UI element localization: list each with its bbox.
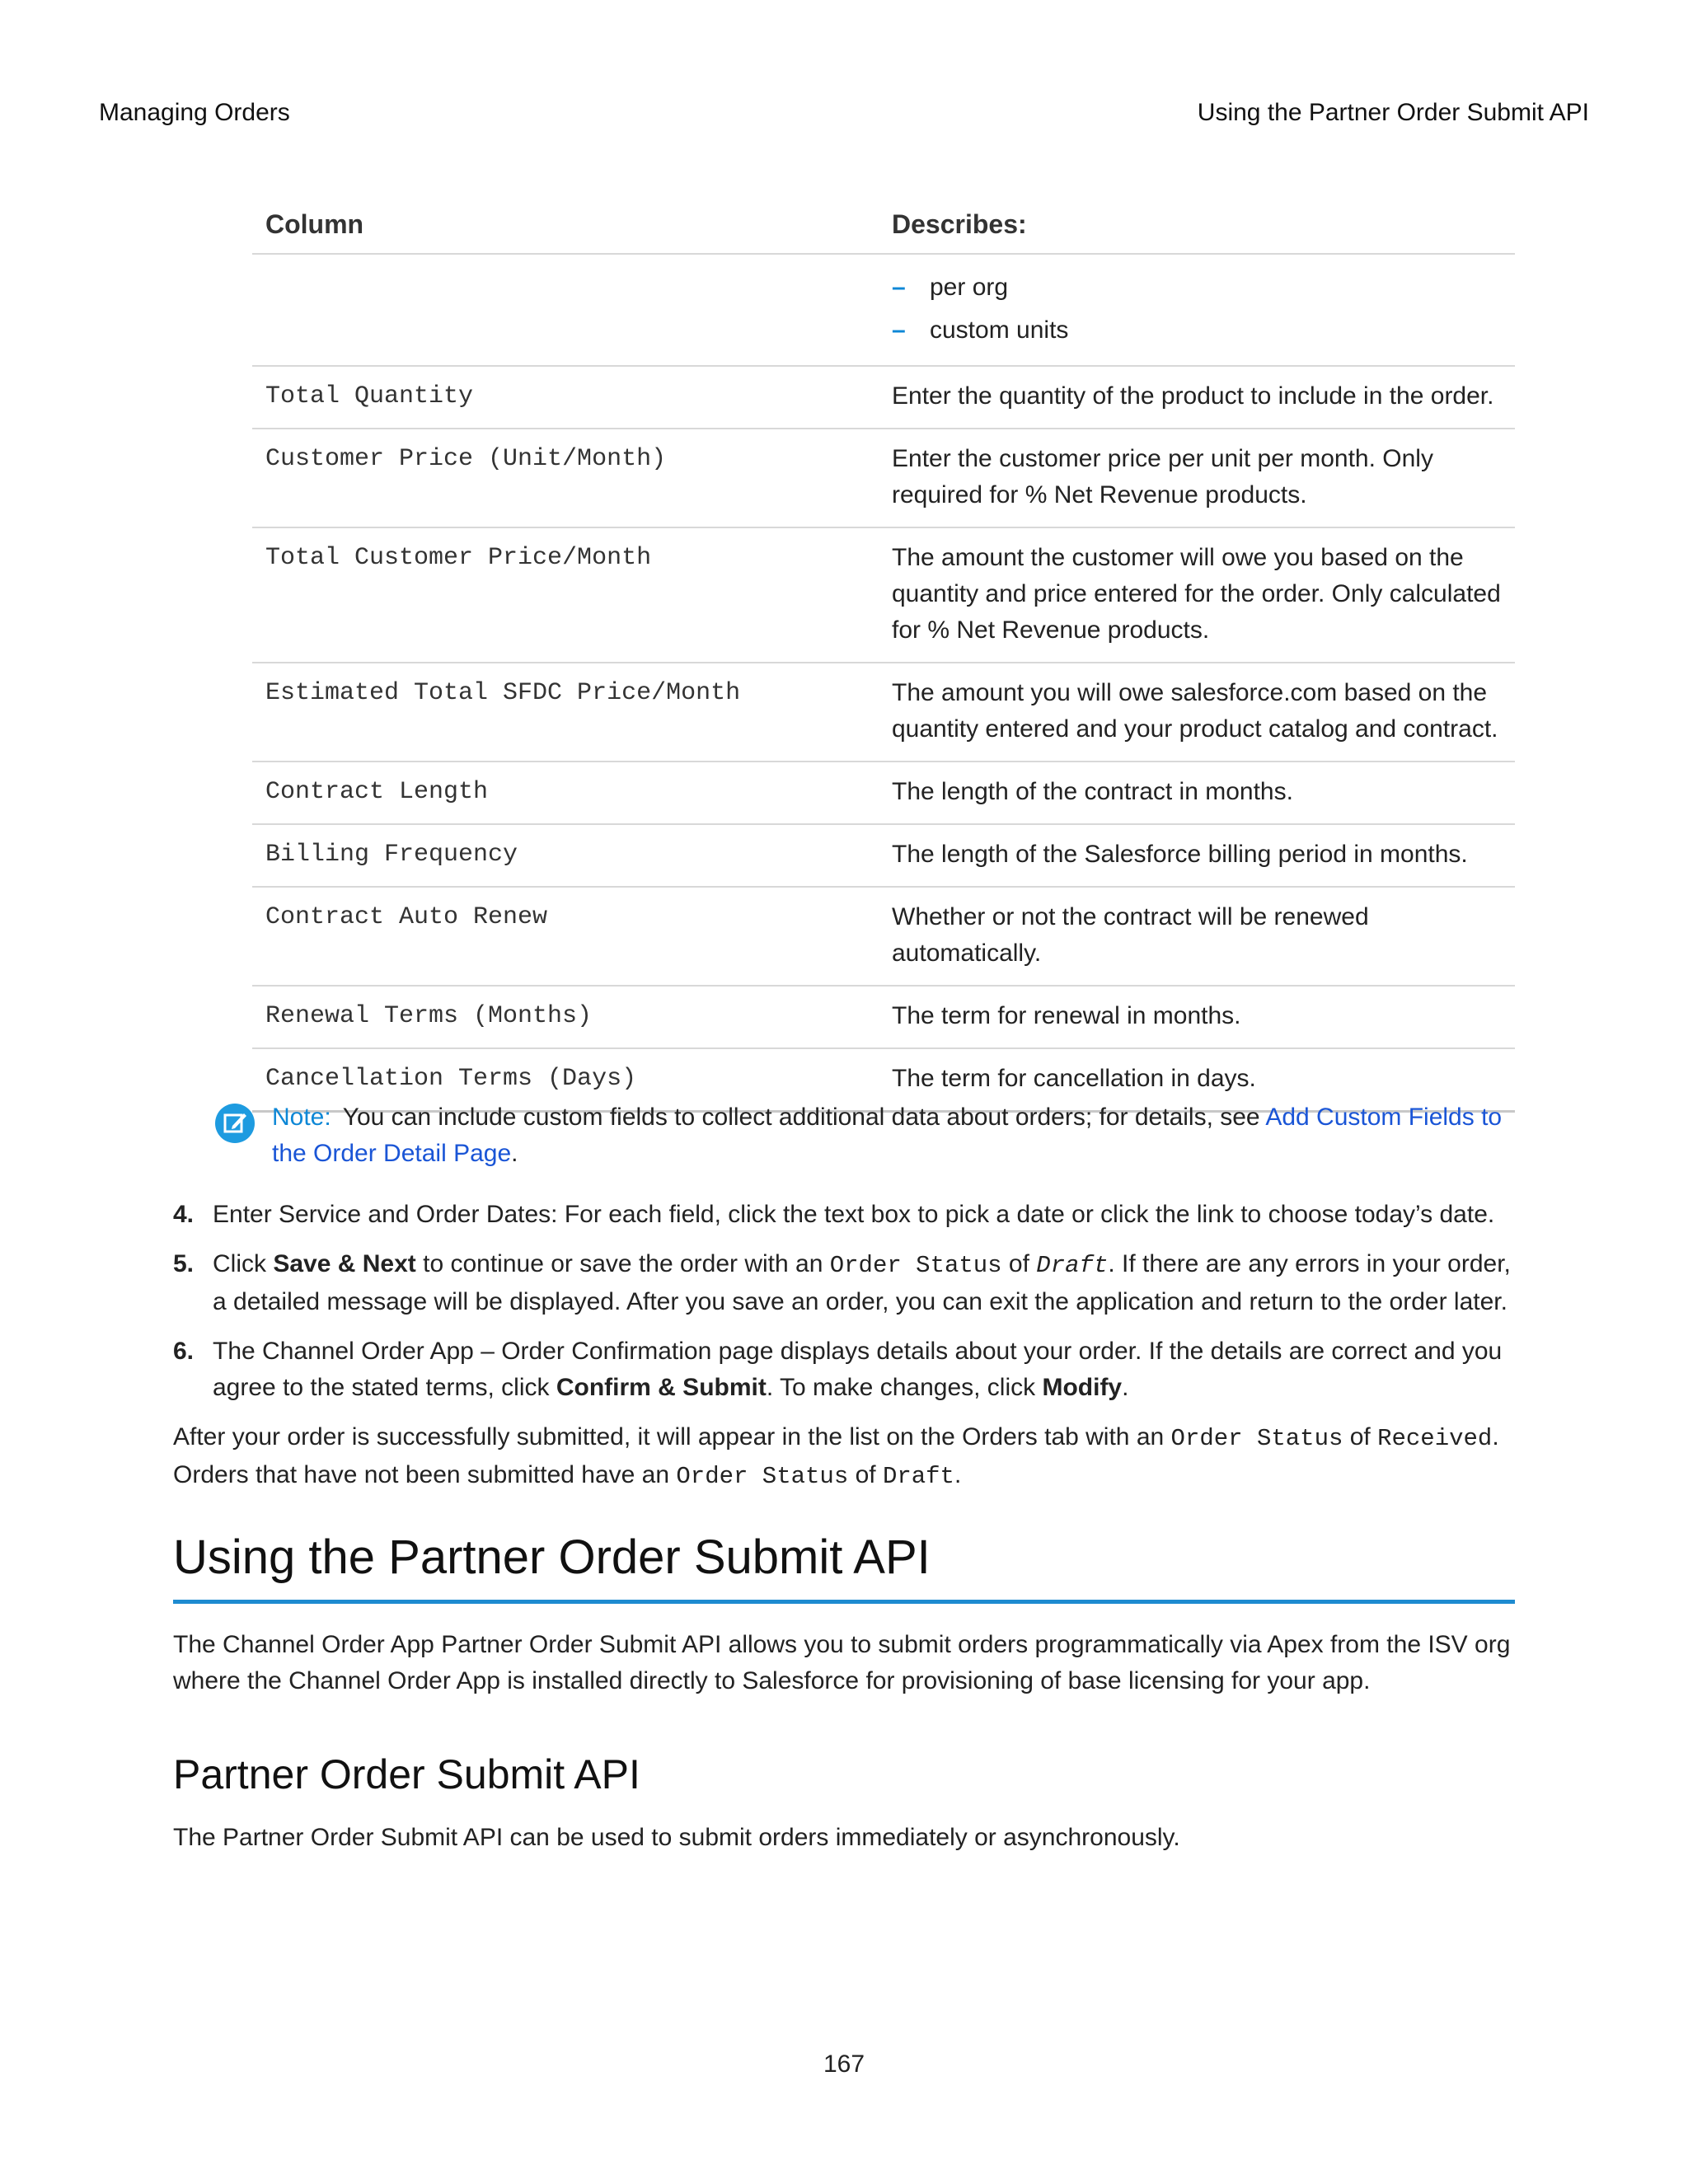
describes-header: Describes: [879,198,1515,254]
column-name: Estimated Total SFDC Price/Month [252,663,879,762]
column-name: Total Quantity [252,366,879,429]
column-description: The term for cancellation in days. [879,1048,1515,1112]
after-submit-paragraph: After your order is successfully submitted, it will appear in the list on the Orders tab with an Order Status of Received. Orders that have not been submitted have an Order Status of Draft. [173,1423,1499,1490]
steps-list [173,1197,1517,1495]
column-name: Renewal Terms (Months) [252,986,879,1048]
column-header: Column [252,198,879,254]
subsection-heading: Partner Order Submit API [173,1751,640,1797]
table-row [252,986,1515,1048]
table-row [252,254,1515,366]
column-name: Cancellation Terms (Days) [252,1048,879,1112]
table-row [252,527,1515,663]
section-heading: Using the Partner Order Submit API [173,1530,1515,1604]
step-item: 6. The Channel Order App – Order Confirmation page displays details about your order. If the details are correct and you agree to the stated terms, click Confirm & Submit. To make changes, click Modify. [173,1333,1517,1406]
table-row [252,663,1515,762]
confirm-submit-label: Confirm & Submit [556,1374,767,1401]
step-item: 5. Click Save & Next to continue or save the order with an Order Status of Draft. If there are any errors in your order, a detailed message will be displayed. After you save an order, you can exit the application and return to the order later. [173,1246,1517,1320]
step-text: Enter Service and Order Dates: For each field, click the text box to pick a date or click the link to choose today’s date. [213,1201,1495,1228]
column-description: Enter the customer price per unit per month. Only required for % Net Revenue products. [879,429,1515,527]
dash-bullet: – [892,274,906,301]
save-next-label: Save & Next [273,1250,416,1277]
columns-table [252,198,1515,1113]
code-order-status: Order Status [829,1252,1002,1279]
dash-bullet: – [892,316,906,344]
subsection-text: The Partner Order Submit API can be used to submit orders immediately or asynchronously. [173,1824,1180,1851]
section-intro: The Channel Order App Partner Order Submit API allows you to submit orders programmatically via Apex from the ISV org where the Channel Order App is installed directly to Salesforce for provisioning of base licensing for your app. [173,1631,1511,1694]
running-header-left: Managing Orders [99,99,290,126]
step-number: 4. [173,1201,195,1228]
column-name: Customer Price (Unit/Month) [252,429,879,527]
note-callout: Note: You can include custom fields to collect additional data about orders; for details, see Add Custom Fields to the Order Detail Page. [214,1099,1517,1172]
step-number: 6. [173,1338,195,1365]
column-name: Contract Auto Renew [252,887,879,986]
step-number: 5. [173,1250,195,1277]
list-item: – per org [892,266,1502,309]
column-name: Total Customer Price/Month [252,527,879,663]
running-header-right: Using the Partner Order Submit API [1197,99,1589,126]
note-label: Note: [272,1104,331,1131]
table-row [252,366,1515,429]
column-description: The term for renewal in months. [879,986,1515,1048]
column-description: The amount you will owe salesforce.com based on the quantity entered and your product catalog and contract. [879,663,1515,762]
table-row [252,429,1515,527]
table-row [252,824,1515,887]
table-header-row [252,198,1515,254]
column-name: Contract Length [252,762,879,824]
column-description: The length of the Salesforce billing period in months. [879,824,1515,887]
custom-fields-link[interactable]: Add Custom Fields to the Order Detail Page [272,1104,1503,1167]
column-description: The amount the customer will owe you based on the quantity and price entered for the order. Only calculated for % Net Revenue products. [879,527,1515,663]
note-edit-icon [214,1103,256,1144]
column-name: Billing Frequency [252,824,879,887]
table-row [252,887,1515,986]
column-description: Enter the quantity of the product to include in the order. [879,366,1515,429]
step-item [173,1197,1517,1233]
column-description: Whether or not the contract will be renewed automatically. [879,887,1515,986]
page-number: 167 [823,2050,865,2078]
note-text: You can include custom fields to collect additional data about orders; for details, see [342,1104,1266,1131]
table-row [252,762,1515,824]
column-description: The length of the contract in months. [879,762,1515,824]
modify-label: Modify [1042,1374,1123,1401]
code-draft: Draft [1036,1252,1109,1279]
list-item: – custom units [892,309,1502,352]
